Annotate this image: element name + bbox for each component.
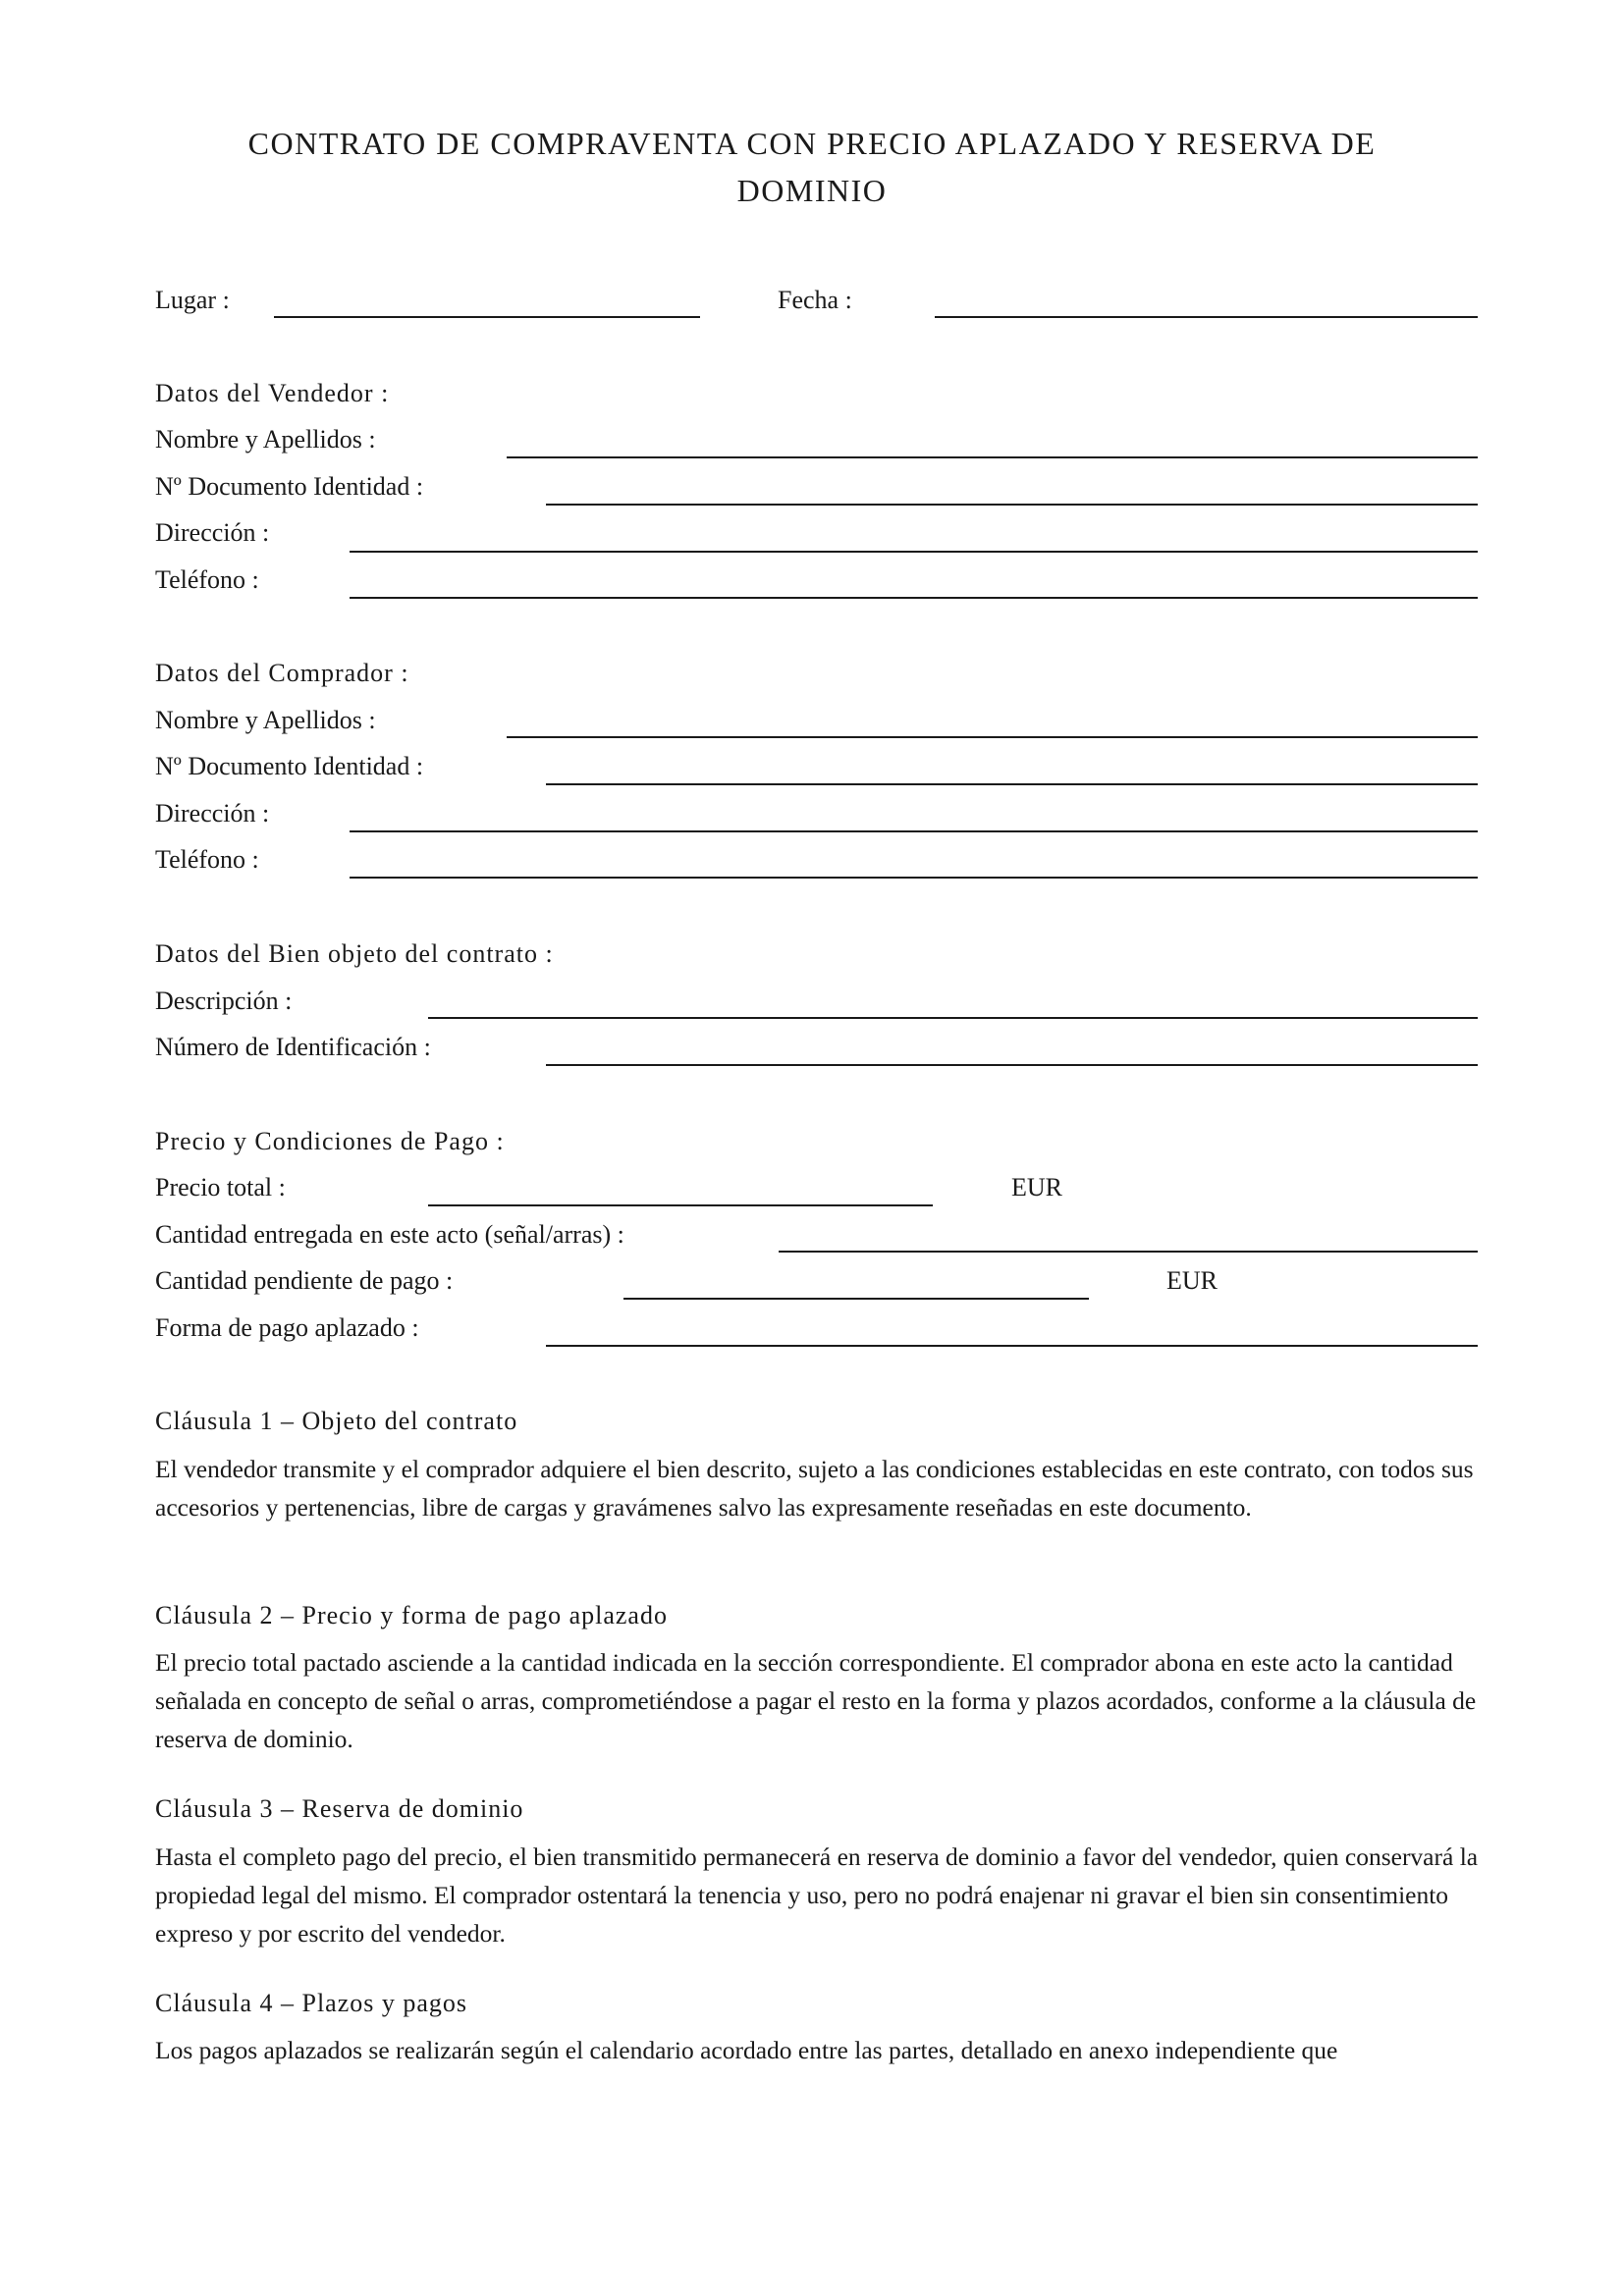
clause-1-body: El vendedor transmite y el comprador adquiere el bien descrito, sujeto a las condiciones establecidas en este contrato, con todos sus accesorios y pertenencias, libre de cargas y gravámenes salvo las expresamente reseñadas en este documento.	[155, 1455, 1474, 1522]
pending-amount-label: Cantidad pendiente de pago :	[155, 1266, 454, 1295]
item-description-field[interactable]	[428, 1017, 1478, 1019]
title-line-1: CONTRATO DE COMPRAVENTA CON PRECIO APLAZADO Y RESERVA DE	[247, 126, 1377, 161]
clause-4-body: Los pagos aplazados se realizarán según el calendario acordado entre las partes, detallado en anexo independiente que	[155, 2036, 1338, 2064]
date-label: Fecha :	[778, 286, 852, 314]
buyer-phone-label: Teléfono :	[155, 845, 259, 874]
buyer-address-label: Dirección :	[155, 799, 270, 828]
item-id-number-label: Número de Identificación :	[155, 1033, 431, 1061]
seller-phone-field[interactable]	[350, 597, 1478, 599]
seller-address-field[interactable]	[350, 551, 1478, 553]
deposit-label: Cantidad entregada en este acto (señal/arras) :	[155, 1220, 624, 1249]
deferred-payment-method-label: Forma de pago aplazado :	[155, 1313, 419, 1342]
seller-address-label: Dirección :	[155, 518, 270, 547]
pending-amount-field[interactable]	[623, 1298, 1089, 1300]
clause-3-title: Cláusula 3 – Reserva de dominio	[155, 1794, 524, 1823]
payment-heading: Precio y Condiciones de Pago :	[155, 1127, 505, 1155]
seller-name-label: Nombre y Apellidos :	[155, 425, 376, 454]
total-price-label: Precio total :	[155, 1173, 286, 1201]
buyer-heading: Datos del Comprador :	[155, 659, 409, 687]
buyer-id-label: Nº Documento Identidad :	[155, 752, 424, 780]
clause-2-body: El precio total pactado asciende a la cantidad indicada en la sección correspondiente. El comprador abona en este acto la cantidad señalada en concepto de señal o arras, comprometiéndose a pagar el resto en la forma y plazos acordados, conforme a la cláusula de reserva de dominio.	[155, 1648, 1477, 1753]
seller-id-label: Nº Documento Identidad :	[155, 472, 424, 501]
deferred-payment-method-field[interactable]	[546, 1345, 1478, 1347]
buyer-phone-field[interactable]	[350, 877, 1478, 879]
total-price-field[interactable]	[428, 1204, 933, 1206]
buyer-name-field[interactable]	[507, 736, 1478, 738]
buyer-id-field[interactable]	[546, 783, 1478, 785]
clause-4-title: Cláusula 4 – Plazos y pagos	[155, 1989, 468, 2017]
seller-id-field[interactable]	[546, 504, 1478, 506]
total-price-currency: EUR	[1011, 1173, 1062, 1201]
seller-heading: Datos del Vendedor :	[155, 379, 390, 407]
seller-phone-label: Teléfono :	[155, 565, 259, 594]
buyer-address-field[interactable]	[350, 830, 1478, 832]
deposit-field[interactable]	[779, 1251, 1478, 1253]
clause-1-title: Cláusula 1 – Objeto del contrato	[155, 1407, 518, 1435]
buyer-name-label: Nombre y Apellidos :	[155, 706, 376, 734]
place-field[interactable]	[274, 316, 700, 318]
document-title	[157, 120, 1467, 214]
item-description-label: Descripción :	[155, 987, 293, 1015]
place-label: Lugar :	[155, 286, 230, 314]
item-heading: Datos del Bien objeto del contrato :	[155, 939, 554, 968]
clause-2-title: Cláusula 2 – Precio y forma de pago aplazado	[155, 1601, 668, 1629]
title-line-2: DOMINIO	[736, 173, 888, 208]
item-id-number-field[interactable]	[546, 1064, 1478, 1066]
date-field[interactable]	[935, 316, 1478, 318]
pending-amount-currency: EUR	[1166, 1266, 1218, 1295]
clause-3-body: Hasta el completo pago del precio, el bien transmitido permanecerá en reserva de dominio a favor del vendedor, quien conservará la propiedad legal del mismo. El comprador ostentará la tenencia y uso, pero no podrá enajenar ni gravar el bien sin consentimiento expreso y por escrito del vendedor.	[155, 1842, 1479, 1948]
seller-name-field[interactable]	[507, 456, 1478, 458]
